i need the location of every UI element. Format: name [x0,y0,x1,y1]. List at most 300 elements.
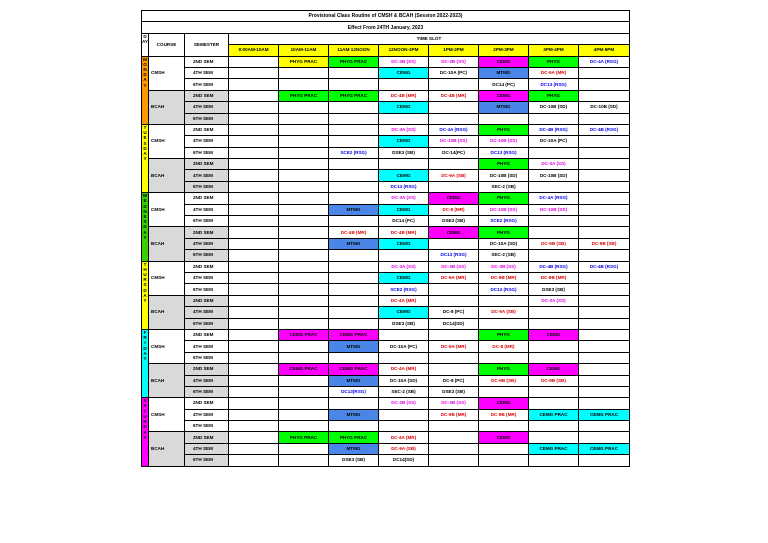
class-cell: DC-4B (RSG) [529,124,579,135]
table-row [142,238,630,249]
table-row [142,250,630,261]
class-cell: DSE3 (SB) [379,147,429,158]
class-cell [479,386,529,397]
class-cell [229,386,279,397]
class-cell: MTMG [479,102,529,113]
table-row [142,409,630,420]
class-cell: SEC-2 (SB) [479,250,529,261]
semester-label: 6TH SEM [185,181,229,192]
course-label: CMSH [149,193,185,227]
class-cell: CEMG PRAC [329,329,379,340]
class-cell: CEMG [379,204,429,215]
class-cell [279,113,329,124]
class-cell [579,386,630,397]
semester-label: 2ND SEM [185,56,229,67]
table-row [142,261,630,272]
class-cell: DC14(SD) [429,318,479,329]
class-cell [279,352,329,363]
routine-sheet [141,6,629,467]
class-cell: DC-9A (SB) [429,170,479,181]
course-label: BCAH [149,90,185,124]
class-cell: CEMG [379,238,429,249]
class-cell [579,90,630,101]
class-cell: SEC-2 (SB) [379,386,429,397]
class-cell [579,181,630,192]
class-cell: CEMG [379,67,429,78]
class-cell [529,398,579,409]
class-cell [579,147,630,158]
class-cell: CEMG [529,329,579,340]
class-cell: CEMG PRAC [579,443,630,454]
time-slot-5: 1PM-2PM [429,45,479,56]
class-cell [379,159,429,170]
class-cell: DC-4B (RSG) [529,261,579,272]
class-cell [279,272,329,283]
class-cell [279,261,329,272]
class-cell: DC13 (RSG) [379,181,429,192]
class-cell: DC-3B (SS) [429,56,479,67]
day-label: S A T U R D A Y [142,398,149,466]
class-cell: DC-8 (MR) [479,341,529,352]
class-cell [229,455,279,466]
class-cell [329,79,379,90]
class-cell [579,67,630,78]
class-cell [429,432,479,443]
class-cell [329,124,379,135]
semester-label: 2ND SEM [185,159,229,170]
class-cell [229,443,279,454]
semester-label: 6TH SEM [185,113,229,124]
class-cell [579,375,630,386]
class-cell [579,136,630,147]
class-cell [329,136,379,147]
class-cell [229,364,279,375]
class-cell: PHYG [479,193,529,204]
table-row [142,318,630,329]
semester-label: 6TH SEM [185,386,229,397]
semester-label: 2ND SEM [185,432,229,443]
class-cell [529,216,579,227]
class-cell: CEMG [429,193,479,204]
class-cell: DC-9B (MR) [479,272,529,283]
class-cell [529,113,579,124]
class-cell [579,364,630,375]
class-cell [279,307,329,318]
day-label: T U E S D A Y [142,124,149,192]
class-cell: CEMG [379,136,429,147]
class-cell: CEMG [479,398,529,409]
class-cell [329,113,379,124]
semester-label: 4TH SEM [185,102,229,113]
class-cell: DC-10A (SD) [479,238,529,249]
semester-label: 6TH SEM [185,352,229,363]
class-cell: DC13 (RSG) [429,250,479,261]
class-cell [479,318,529,329]
class-cell [229,341,279,352]
class-cell [429,455,479,466]
class-cell [229,216,279,227]
class-cell [479,421,529,432]
class-cell [279,136,329,147]
class-cell [579,79,630,90]
class-cell [229,159,279,170]
class-cell [429,329,479,340]
class-cell [279,375,329,386]
table-row [142,181,630,192]
table-row [142,56,630,67]
class-cell: DC14(SD) [379,455,429,466]
class-cell: DC-10B (SS) [479,136,529,147]
class-cell [429,443,479,454]
class-cell [229,56,279,67]
class-cell: CEMG PRAC [279,329,329,340]
class-cell [229,238,279,249]
class-cell [229,284,279,295]
semester-label: 2ND SEM [185,329,229,340]
class-cell: DC13(RSG) [329,386,379,397]
class-cell [329,295,379,306]
class-cell: DC-9B (SB) [529,238,579,249]
class-cell [429,421,479,432]
class-cell: MTMG [329,375,379,386]
class-cell [579,295,630,306]
semester-label: 6TH SEM [185,455,229,466]
day-label: W E D N E S D A Y [142,193,149,261]
time-slot-8: 4PM-5PM [579,45,630,56]
table-row [142,90,630,101]
class-cell [229,67,279,78]
time-slot-2: 10AM-11AM [279,45,329,56]
class-cell: PHYG PRAC [279,90,329,101]
time-slot-4: 12NOON-1PM [379,45,429,56]
class-cell [379,352,429,363]
class-cell [279,238,329,249]
table-row [142,67,630,78]
class-cell [229,261,279,272]
class-cell: PHYG PRAC [329,90,379,101]
class-cell [229,204,279,215]
class-cell [579,204,630,215]
class-cell: CEMG [379,272,429,283]
class-cell: DC-4A (RSG) [579,56,630,67]
class-cell [229,147,279,158]
class-cell [529,147,579,158]
class-cell: MTMG [329,409,379,420]
class-cell: DC-10B (SD) [579,102,630,113]
class-cell [329,159,379,170]
class-cell: CEMG [529,364,579,375]
class-cell: DC-9B (MR) [479,409,529,420]
class-cell: DC-8 (PC) [429,307,479,318]
day-label: T H U R S D A Y [142,261,149,329]
class-cell: PHYG PRAC [329,432,379,443]
class-cell [279,409,329,420]
class-cell [279,318,329,329]
class-cell: PHYG [529,90,579,101]
class-cell: DC-10B (SS) [529,204,579,215]
class-cell: CEMG PRAC [529,443,579,454]
class-cell: PHYG [479,159,529,170]
course-label: BCAH [149,295,185,329]
table-row [142,341,630,352]
class-cell [529,455,579,466]
class-cell [229,193,279,204]
class-cell: DC-3B (SS) [379,398,429,409]
class-cell: MTMG [329,341,379,352]
semester-label: 2ND SEM [185,193,229,204]
table-row [142,307,630,318]
table-row [142,193,630,204]
table-row [142,329,630,340]
class-cell: DC-10B (SD) [529,102,579,113]
class-cell [229,352,279,363]
class-cell [229,250,279,261]
table-row [142,364,630,375]
table-row [142,375,630,386]
class-cell: DC-3B (SS) [479,261,529,272]
class-cell [279,67,329,78]
class-cell: CEMG [429,227,479,238]
semester-label: 6TH SEM [185,284,229,295]
class-cell [229,90,279,101]
class-cell [329,67,379,78]
class-cell [579,421,630,432]
class-cell [529,318,579,329]
class-cell [279,250,329,261]
table-row [142,113,630,124]
class-cell [279,181,329,192]
class-cell [529,181,579,192]
class-cell [229,272,279,283]
class-cell [529,421,579,432]
class-cell [279,147,329,158]
class-cell [479,113,529,124]
class-cell: PHYG [479,329,529,340]
class-cell: PHYG PRAC [279,432,329,443]
class-cell: DC-4B (MR) [329,227,379,238]
class-cell [279,386,329,397]
class-cell [429,113,479,124]
class-cell [229,136,279,147]
class-cell: DC-10B (SS) [479,204,529,215]
course-label: CMSH [149,329,185,363]
class-cell: SCE2 (RSG) [379,284,429,295]
class-cell: DC-3A (SS) [379,124,429,135]
class-cell: PHYG [529,56,579,67]
semester-label: 4TH SEM [185,204,229,215]
class-cell [379,409,429,420]
class-cell [229,432,279,443]
class-cell: DC-10B (SD) [529,170,579,181]
class-cell: DC-4A (RSG) [429,124,479,135]
class-cell: DC-9A (MR) [429,272,479,283]
effect-date: Effect From 24TH January, 2023 [142,22,630,33]
class-cell [579,432,630,443]
table-row [142,352,630,363]
table-row [142,455,630,466]
class-cell [229,307,279,318]
class-cell: CEMG [479,56,529,67]
class-cell: PHYG PRAC [329,56,379,67]
class-cell [279,159,329,170]
class-cell: MTMG [479,67,529,78]
class-cell: CEMG [479,90,529,101]
class-cell [229,409,279,420]
class-cell [329,421,379,432]
course-label: BCAH [149,364,185,398]
semester-label: 6TH SEM [185,250,229,261]
class-cell [279,398,329,409]
time-slot-header: TIME SLOT [229,33,630,44]
day-label: F R I D A Y [142,329,149,397]
class-cell: DC14 (PC) [479,79,529,90]
course-header: COURSE [149,33,185,56]
class-cell: CEMG PRAC [529,409,579,420]
class-cell: DC13 (RSG) [479,147,529,158]
table-row [142,432,630,443]
semester-label: 6TH SEM [185,147,229,158]
day-label: M O N D A Y [142,56,149,124]
class-cell [229,79,279,90]
class-cell [329,170,379,181]
class-cell: DC-3A (SS) [529,159,579,170]
class-cell [229,227,279,238]
class-cell: PHYG PRAC [279,56,329,67]
class-cell: CEMG [379,102,429,113]
class-cell: DC-8 (MR) [429,204,479,215]
table-row [142,295,630,306]
table-row [142,284,630,295]
class-cell [579,250,630,261]
class-cell [429,352,479,363]
class-cell [429,364,479,375]
class-cell: SCE2 (RSG) [329,147,379,158]
class-cell [579,216,630,227]
table-row [142,443,630,454]
table-row [142,204,630,215]
class-cell: DSE3 (SB) [529,284,579,295]
class-cell [279,204,329,215]
table-row [142,398,630,409]
class-cell: DC-4B (MR) [379,90,429,101]
class-cell [379,79,429,90]
time-slot-7: 3PM-4PM [529,45,579,56]
class-cell: MTMG [329,443,379,454]
semester-label: 4TH SEM [185,272,229,283]
class-cell [329,272,379,283]
class-cell [229,318,279,329]
table-row [142,272,630,283]
semester-label: 4TH SEM [185,67,229,78]
class-cell [329,261,379,272]
class-cell [529,227,579,238]
class-cell: DC-8 (PC) [429,375,479,386]
class-cell: DC-4B (MR) [379,227,429,238]
semester-header: SEMESTER [185,33,229,56]
class-cell: CEMG [379,307,429,318]
class-cell [429,284,479,295]
class-cell [279,216,329,227]
class-cell: SCE2 (RSG) [479,216,529,227]
class-cell [229,170,279,181]
class-cell: DC-9B (MR) [429,409,479,420]
semester-label: 4TH SEM [185,409,229,420]
class-cell [329,193,379,204]
class-cell [229,124,279,135]
class-cell [379,250,429,261]
semester-label: 4TH SEM [185,238,229,249]
class-cell [329,284,379,295]
semester-label: 2ND SEM [185,124,229,135]
class-cell: PHYG [479,227,529,238]
class-cell [379,329,429,340]
class-cell: DC-9B (SB) [579,238,630,249]
class-cell: DC-10A (PC) [529,136,579,147]
semester-label: 6TH SEM [185,216,229,227]
class-cell [229,295,279,306]
class-cell: DC-4B (MR) [429,90,479,101]
class-cell [229,113,279,124]
class-cell: DC-4B (RSG) [579,124,630,135]
class-cell [429,102,479,113]
time-slot-1: 9:00AM-10AM [229,45,279,56]
table-row [142,216,630,227]
class-cell [329,181,379,192]
course-label: BCAH [149,432,185,466]
class-cell [279,102,329,113]
class-cell: DC14 (PC) [379,216,429,227]
class-cell: PHYG [479,364,529,375]
class-cell [579,341,630,352]
semester-label: 2ND SEM [185,90,229,101]
class-cell [429,238,479,249]
semester-label: 6TH SEM [185,318,229,329]
day-header: DAY [142,33,149,56]
class-cell: DC-9A (MR) [429,341,479,352]
class-cell [429,79,479,90]
class-cell [579,307,630,318]
semester-label: 4TH SEM [185,136,229,147]
routine-table [141,6,630,467]
class-cell: MTMG [329,238,379,249]
course-label: BCAH [149,159,185,193]
class-cell [529,307,579,318]
semester-label: 4TH SEM [185,307,229,318]
class-cell: DC-10B (SD) [479,170,529,181]
semester-label: 2ND SEM [185,261,229,272]
class-cell [479,455,529,466]
class-cell [279,421,329,432]
class-cell [229,421,279,432]
class-cell [529,432,579,443]
class-cell [529,250,579,261]
class-cell [529,352,579,363]
class-cell [429,295,479,306]
class-cell [379,113,429,124]
class-cell [229,375,279,386]
class-cell [329,307,379,318]
table-row [142,227,630,238]
class-cell [479,443,529,454]
semester-label: 6TH SEM [185,421,229,432]
class-cell [579,170,630,181]
class-cell [579,193,630,204]
class-cell [479,352,529,363]
time-slot-6: 2PM-3PM [479,45,529,56]
class-cell: DC-3B (SS) [379,56,429,67]
class-cell: DC-9A (SB) [479,307,529,318]
class-cell [279,227,329,238]
